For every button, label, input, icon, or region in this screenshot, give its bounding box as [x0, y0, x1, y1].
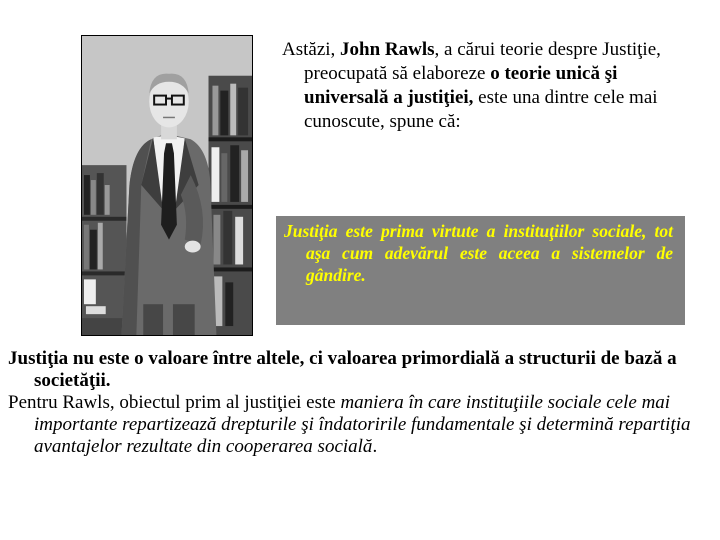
rawls-paragraph [8, 392, 708, 458]
author-name: John Rawls [340, 39, 435, 60]
intro-middle: , a cărui teorie despre Justiţie, preocupată să elaboreze [304, 39, 661, 84]
rawls-lead: Pentru Rawls, obiectul prim al justiţiei este [8, 392, 341, 413]
rawls-end: . [372, 436, 378, 457]
quote-text: Justiţia este prima virtute a instituţiilor sociale, tot aşa cum adevărul este aceea a sistemelor de gândire. [284, 221, 673, 285]
justice-statement: Justiţia nu este o valoare între altele, ci valoarea primordială a structurii de bază a societăţii. [8, 348, 677, 391]
lower-text [8, 348, 708, 458]
intro-paragraph [282, 38, 692, 134]
intro-lead: Astăzi, [282, 39, 341, 60]
intro-text [282, 38, 692, 134]
rawls-italic: maniera în care instituţiile sociale cele mai importante repartizează drepturile şi îndatoririle fundamentale şi determină repartiţia avantajelor rezultate din cooperarea socială [34, 392, 691, 457]
intro-emphasis: o teorie unică şi universală a justiţiei, [304, 63, 618, 108]
john-rawls-photo [81, 35, 253, 336]
quote-box [276, 216, 685, 325]
intro-end: este una dintre cele mai cunoscute, spune că: [304, 87, 658, 132]
